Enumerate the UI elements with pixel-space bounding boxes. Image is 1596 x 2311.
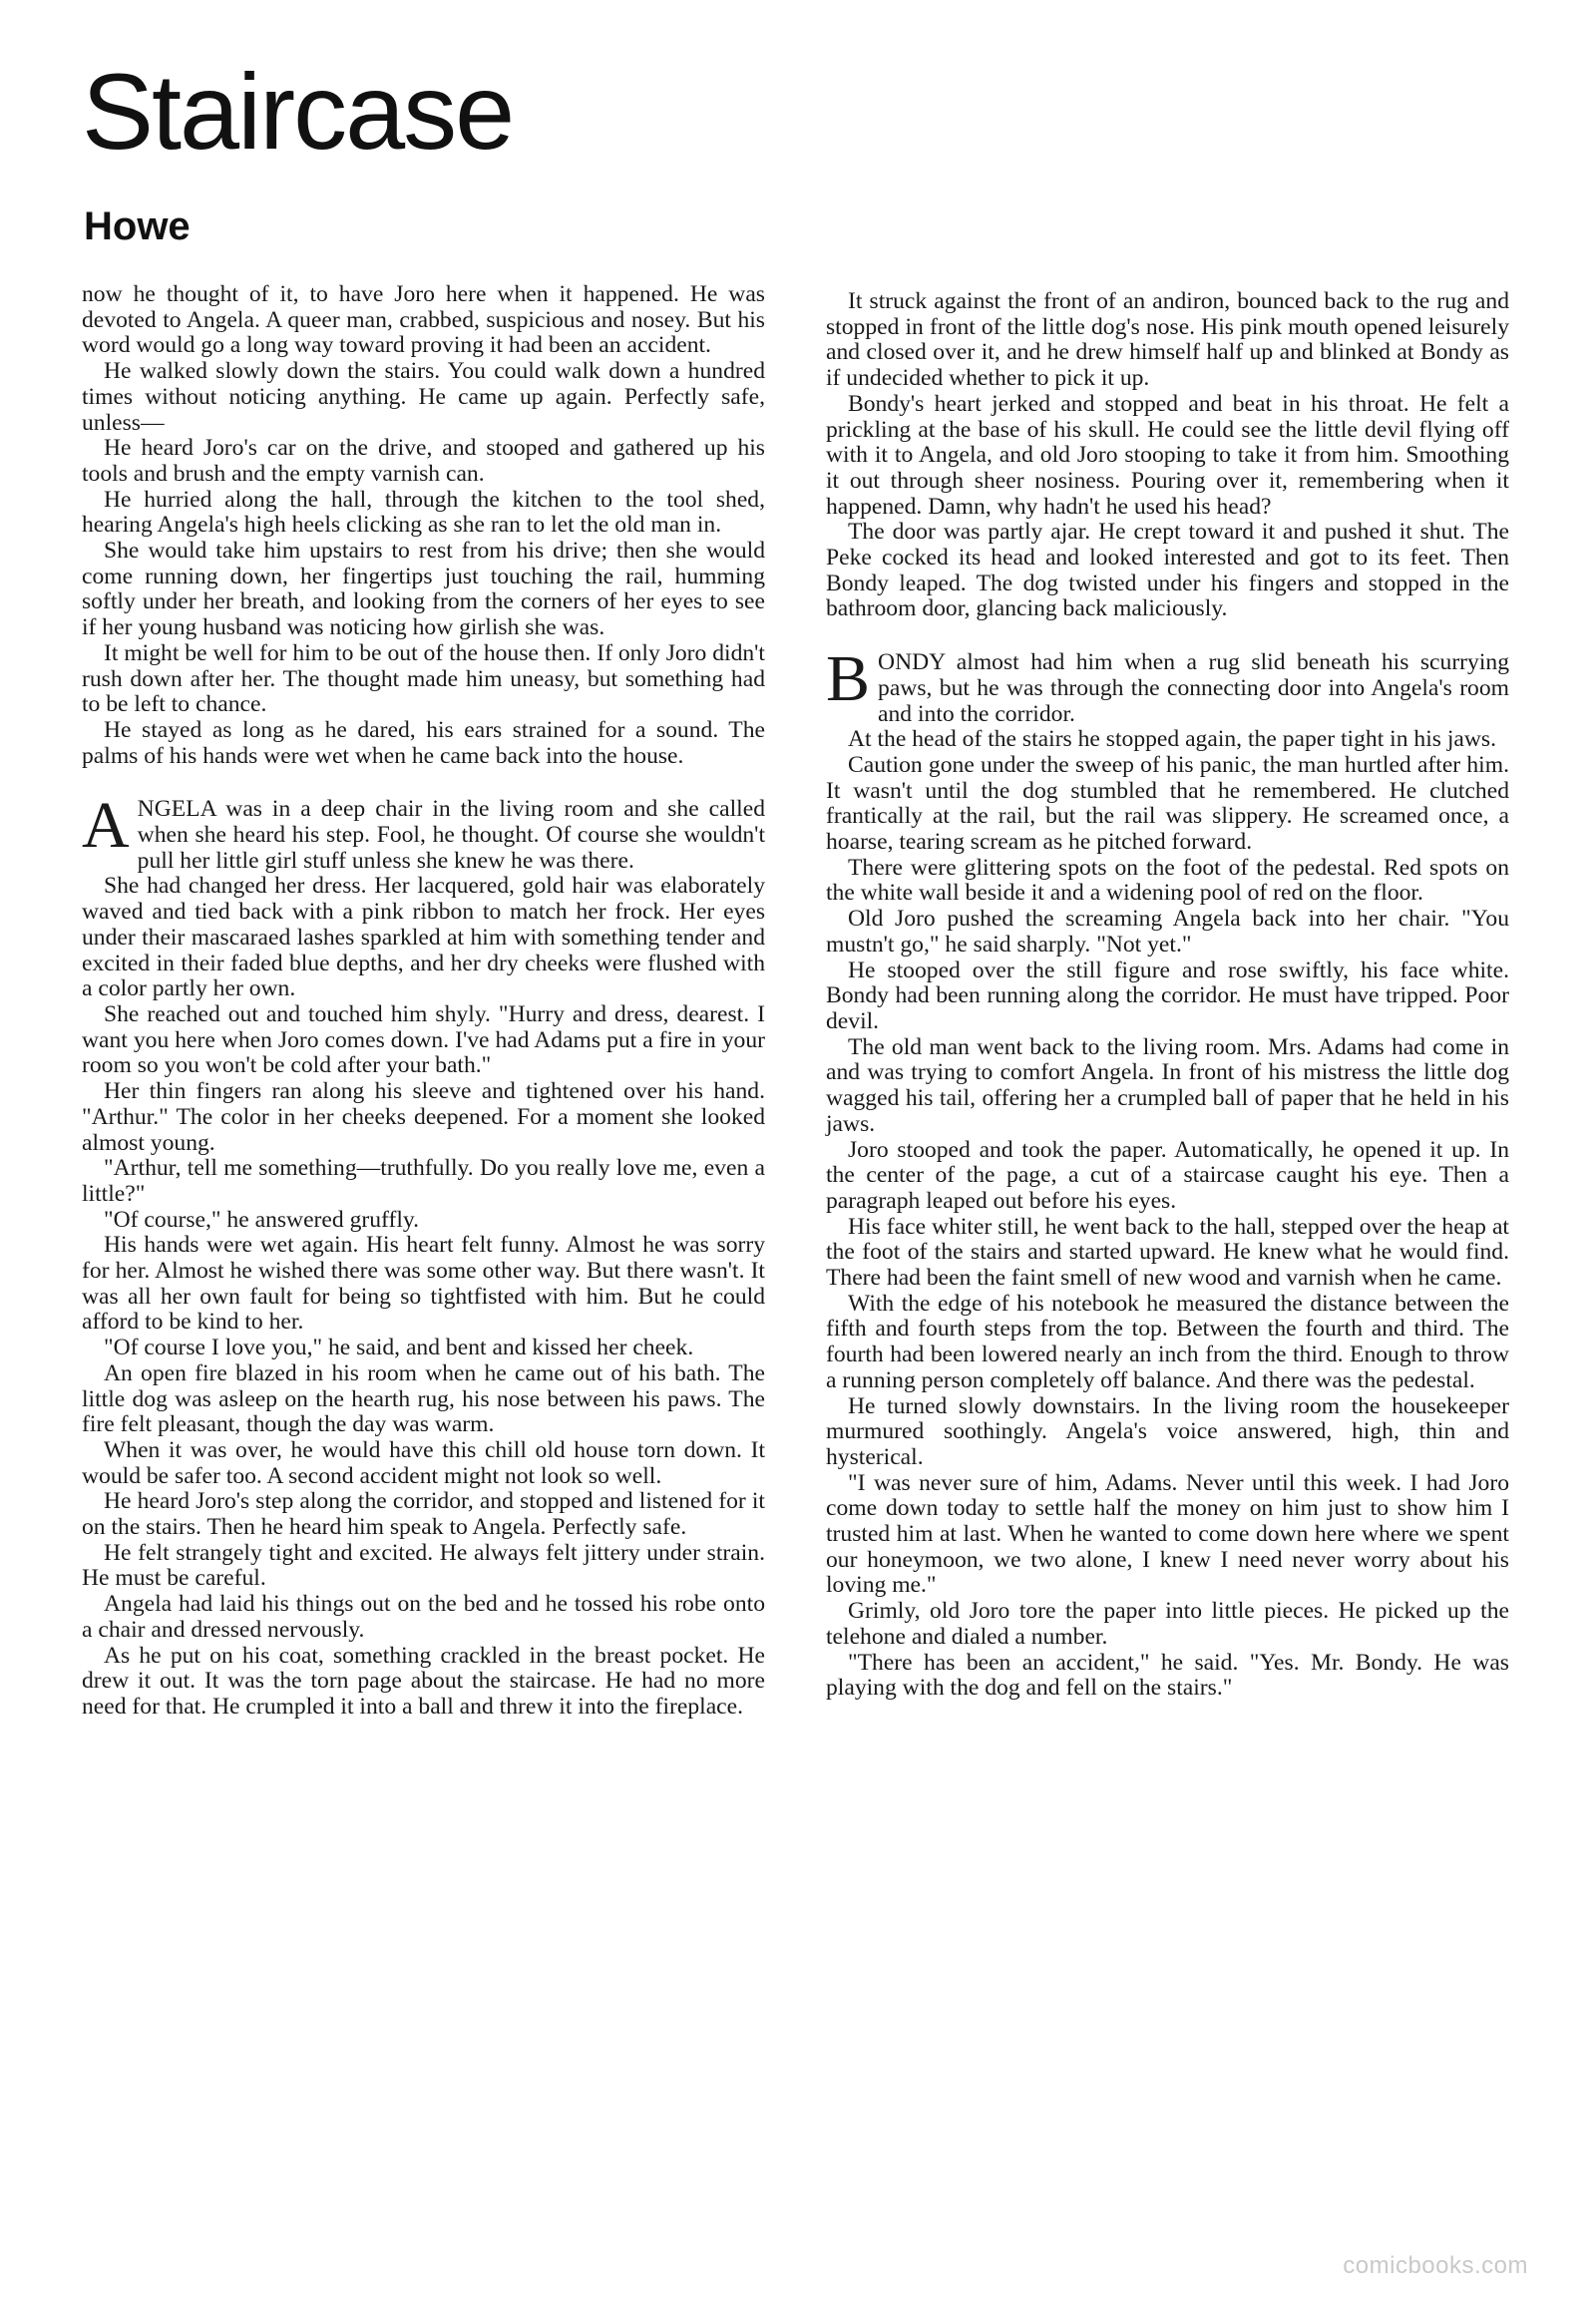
story-title: Staircase (82, 51, 514, 172)
paragraph: "Of course," he answered gruffly. (104, 1206, 420, 1233)
paragraph: There were glittering spots on the foot of the pedestal. Red spots on the white wall beside it and a widening pool of red on the floor. (826, 854, 1509, 907)
paragraph: Caution gone under the sweep of his panic, the man hurtled after him. It wasn't until the dog stumbled that he remembered. He clutched frantically at the rail, but the rail was slippery. He screamed once, a hoarse, tearing scream as he pitched forward. (826, 751, 1509, 856)
paragraph: He stooped over the still figure and rose swiftly, his face white. Bondy had been running along the corridor. He must have tripped. Poor devil. (826, 957, 1509, 1034)
paragraph: At the head of the stairs he stopped again, the paper tight in his jaws. (848, 726, 1496, 753)
paragraph: It might be well for him to be out of the house then. If only Joro didn't rush down after her. The thought made him uneasy, but something had to be left to chance. (82, 639, 765, 718)
section-opening-paragraph (82, 789, 765, 874)
paragraph: She reached out and touched him shyly. "Hurry and dress, dearest. I want you here when Joro comes down. I've had Adams put a fire in your room so you won't be cold after your bath." (82, 1000, 765, 1079)
paragraph: It struck against the front of an andiron, bounced back to the rug and stopped in front of the little dog's nose. His pink mouth opened leisurely and closed over it, and he drew himself half up and blinked at Bondy as if undecided whether to pick it up. (826, 288, 1509, 392)
section-opening-paragraph (826, 642, 1509, 727)
right-column (826, 289, 1509, 1702)
paragraph: Her thin fingers ran along his sleeve and tightened over his hand. "Arthur." The color in her cheeks deepened. For a moment she looked almost young. (82, 1078, 765, 1156)
paragraph: She would take him upstairs to rest from his drive; then she would come running down, her fingertips just touching the rail, humming softly under her breath, and looking from the corners of her eyes to see if her young husband was noticing how girlish she was. (82, 538, 765, 641)
paragraph: His face whiter still, he went back to the hall, stepped over the heap at the foot of the stairs and started upward. He knew what he would find. There had been the faint smell of new wood and varnish when he came. (826, 1213, 1509, 1292)
watermark: comicbooks.com (1343, 2252, 1528, 2279)
paragraph: Bondy's heart jerked and stopped and beat in his throat. He felt a prickling at the base of his skull. He could see the little devil flying off with it to Angela, and old Joro stooping to take it from him. Smoothing it out through sheer nosiness. Pouring over it, remembering when it happened. Damn, why hadn't he used his head? (826, 390, 1509, 520)
paragraph: Old Joro pushed the screaming Angela back into her chair. "You mustn't go," he said sharply. "Not yet." (826, 906, 1509, 958)
left-column (82, 282, 765, 1721)
paragraph: Joro stooped and took the paper. Automatically, he opened it up. In the center of the page, a cut of a staircase caught his eye. Then a paragraph leaped out before his eyes. (826, 1136, 1509, 1214)
paragraph: "There has been an accident," he said. "Yes. Mr. Bondy. He was playing with the dog and fell on the stairs." (826, 1649, 1509, 1702)
paragraph: She had changed her dress. Her lacquered, gold hair was elaborately waved and tied back with a pink ribbon to match her frock. Her eyes under their mascaraed lashes sparkled at him with something tender and excited in their faded blue depths, and her dry cheeks were flushed with a color partly her own. (82, 873, 765, 1002)
paragraph: He felt strangely tight and excited. He always felt jittery under strain. He must be careful. (82, 1539, 765, 1592)
paragraph: With the edge of his notebook he measured the distance between the fifth and fourth steps from the top. Between the fourth and third. The fourth had been lowered nearly an inch from the third. Enough to throw a running person completely off balance. And there was the pedestal. (826, 1290, 1509, 1393)
paragraph-text: ONDY almost had him when a rug slid beneath his scurrying paws, but he was through the connecting door into Angela's room and into the corridor. (878, 649, 1509, 727)
paragraph: He turned slowly downstairs. In the living room the housekeeper murmured soothingly. Angela's voice answered, high, thin and hysterical. (826, 1392, 1509, 1470)
paragraph: "Arthur, tell me something—truthfully. Do you really love me, even a little?" (82, 1155, 765, 1207)
paragraph: As he put on his coat, something crackled in the breast pocket. He drew it out. It was the torn page about the staircase. He had no more need for that. He crumpled it into a ball and threw it into the fireplace. (82, 1642, 765, 1720)
paragraph: "I was never sure of him, Adams. Never until this week. I had Joro come down today to settle half the money on him just to show him I trusted him at last. When he wanted to come down here where we spent our honeymoon, we two alone, I knew I need never worry about his loving me." (826, 1469, 1509, 1599)
paragraph: When it was over, he would have this chill old house torn down. It would be safer too. A second accident might not look so well. (82, 1436, 765, 1489)
paragraph: Angela had laid his things out on the bed and he tossed his robe onto a chair and dressed nervously. (82, 1591, 765, 1643)
paragraph: He hurried along the hall, through the kitchen to the tool shed, hearing Angela's high heels clicking as she ran to let the old man in. (82, 486, 765, 539)
paragraph: He heard Joro's step along the corridor, and stopped and listened for it on the stairs. Then he heard him speak to Angela. Perfectly safe. (82, 1488, 765, 1541)
paragraph: His hands were wet again. His heart felt funny. Almost he was sorry for her. Almost he wished there was some other way. But there wasn't. It was all her own fault for being so tightfisted with him. But he could afford to be kind to her. (82, 1232, 765, 1336)
paragraph: He heard Joro's car on the drive, and stooped and gathered up his tools and brush and the empty varnish can. (82, 435, 765, 487)
drop-cap: B (826, 642, 871, 716)
paragraph: The old man went back to the living room. Mrs. Adams had come in and was trying to comfort Angela. In front of his mistress the little dog wagged his tail, offering her a crumpled ball of paper that he held in his jaws. (826, 1033, 1509, 1137)
paragraph: An open fire blazed in his room when he came out of his bath. The little dog was asleep on the hearth rug, his nose between his paws. The fire felt pleasant, though the day was warm. (82, 1359, 765, 1438)
paragraph: now he thought of it, to have Joro here when it happened. He was devoted to Angela. A queer man, crabbed, suspicious and nosey. But his word would go a long way toward proving it had been an accident. (82, 281, 765, 359)
paragraph: The door was partly ajar. He crept toward it and pushed it shut. The Peke cocked its head and looked interested and got to its feet. Then Bondy leaped. The dog twisted under his fingers and stopped in the bathroom door, glancing back maliciously. (826, 519, 1509, 622)
paragraph: He walked slowly down the stairs. You could walk down a hundred times without noticing anything. He came up again. Perfectly safe, unless— (82, 358, 765, 436)
paragraph-text: NGELA was in a deep chair in the living room and she called when she heard his step. Fool, he thought. Of course she wouldn't pull her little girl stuff unless she knew he was there. (137, 796, 765, 874)
story-author: Howe (84, 204, 191, 248)
paragraph: Grimly, old Joro tore the paper into little pieces. He picked up the telehone and dialed a number. (826, 1598, 1509, 1650)
paragraph: "Of course I love you," he said, and bent and kissed her cheek. (104, 1335, 694, 1361)
drop-cap: A (82, 789, 130, 863)
paragraph: He stayed as long as he dared, his ears strained for a sound. The palms of his hands were wet when he came back into the house. (82, 716, 765, 769)
